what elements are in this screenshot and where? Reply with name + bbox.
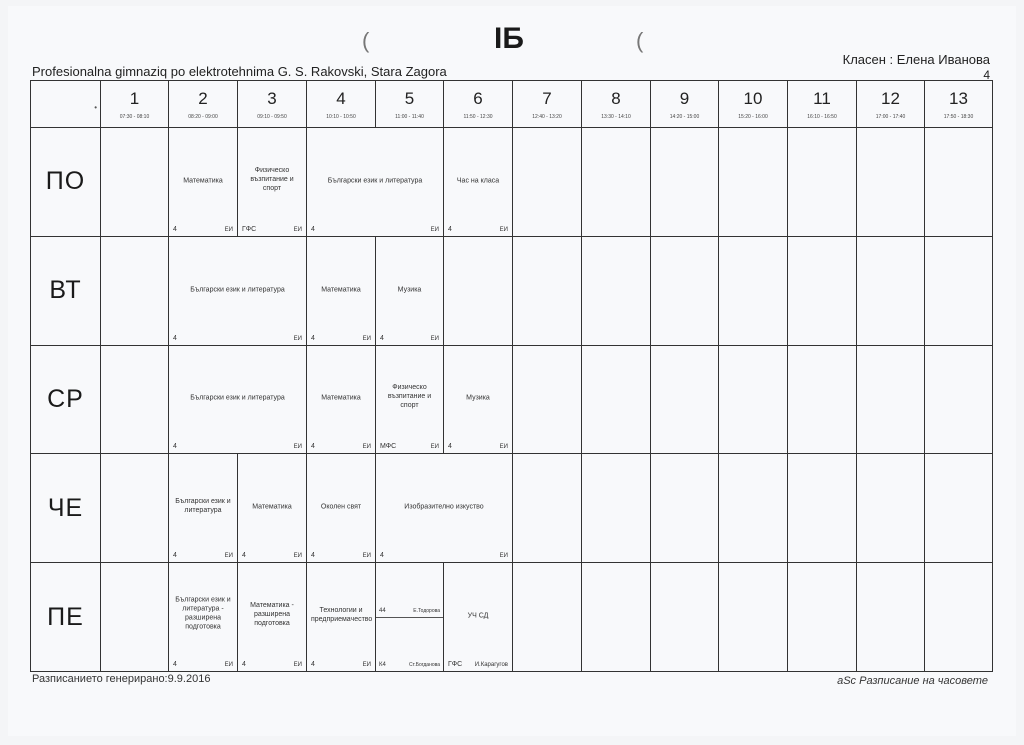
empty-cell [719,345,788,454]
empty-cell [582,128,651,237]
empty-cell [101,454,169,563]
empty-cell [857,236,925,345]
empty-cell [651,128,719,237]
empty-cell [582,563,651,672]
corner-cell [31,81,101,128]
day-row-wed [31,345,993,454]
day-row-mon [31,128,993,237]
empty-cell [101,128,169,237]
day-row-thu [31,454,993,563]
empty-cell [582,345,651,454]
empty-cell [651,563,719,672]
lesson-cell: Технологии и предприемачество 4 ЕИ [307,563,376,672]
period-header: 11 16:10 - 16:50 [788,81,857,128]
empty-cell [513,128,582,237]
period-header: 7 12:40 - 13:20 [513,81,582,128]
lesson-cell: Изобразително изкуство 4 ЕИ [376,454,513,563]
empty-cell [719,236,788,345]
binder-hole-icon: ( [362,28,370,53]
lesson-cell: Физическо възпитание и спорт МФС ЕИ [376,345,444,454]
software-brand: aSc Разписание на часовете [837,675,988,687]
day-label: ВТ [31,236,101,345]
lesson-cell: Околен свят 4 ЕИ [307,454,376,563]
timetable-grid [30,80,993,672]
period-header-row [31,81,993,128]
day-row-fri [31,563,993,672]
empty-cell [513,345,582,454]
period-header: 5 11:00 - 11:40 [376,81,444,128]
empty-cell [788,563,857,672]
lesson-cell: Физическо възпитание и спорт ГФС ЕИ [238,128,307,237]
empty-cell [101,345,169,454]
empty-cell [857,345,925,454]
empty-cell [719,563,788,672]
day-label: ПО [31,128,101,237]
period-header: 13 17:50 - 18:30 [925,81,993,128]
page-number: 4 [983,68,990,82]
group-lesson-bottom: К4 Ст.Богданова [379,662,440,668]
period-header: 4 10:10 - 10:50 [307,81,376,128]
empty-cell [444,236,513,345]
group-lesson-top: 44 Е.Тодорова [376,563,443,618]
empty-cell [857,454,925,563]
lesson-cell: Български език и литература - разширена подготовка 4 ЕИ [169,563,238,672]
period-header: 9 14:20 - 15:00 [651,81,719,128]
empty-cell [788,345,857,454]
split-lesson-cell [376,563,444,672]
empty-cell [582,236,651,345]
empty-cell [513,236,582,345]
day-label: ПЕ [31,563,101,672]
lesson-cell: Математика - разширена подготовка 4 ЕИ [238,563,307,672]
empty-cell [651,454,719,563]
empty-cell [925,128,993,237]
period-header: 8 13:30 - 14:10 [582,81,651,128]
empty-cell [513,563,582,672]
lesson-cell: Математика 4 ЕИ [307,236,376,345]
lesson-cell: Музика 4 ЕИ [376,236,444,345]
empty-cell [101,236,169,345]
lesson-cell: Математика 4 ЕИ [169,128,238,237]
empty-cell [788,454,857,563]
empty-cell [925,454,993,563]
lesson-cell: Музика 4 ЕИ [444,345,513,454]
period-header: 2 08:20 - 09:00 [169,81,238,128]
class-teacher: Класен : Елена Иванова [842,52,990,67]
lesson-cell: Час на класа 4 ЕИ [444,128,513,237]
day-label: СР [31,345,101,454]
period-header: 10 15:20 - 16:00 [719,81,788,128]
empty-cell [513,454,582,563]
empty-cell [925,345,993,454]
empty-cell [857,563,925,672]
class-title: IБ [494,22,524,55]
lesson-cell: Български език и литература 4 ЕИ [169,236,307,345]
empty-cell [719,454,788,563]
period-header: 6 11:50 - 12:30 [444,81,513,128]
empty-cell [788,128,857,237]
empty-cell [788,236,857,345]
day-row-tue [31,236,993,345]
school-name: Profesionalna gimnaziq po elektrotehnima G. S. Rakovski, Stara Zagora [32,64,447,79]
period-header: 3 09:10 - 09:50 [238,81,307,128]
period-header: 12 17:00 - 17:40 [857,81,925,128]
empty-cell [582,454,651,563]
lesson-cell: УЧ СД ГФС И.Карагугов [444,563,513,672]
generated-date: Разписанието генерирано:9.9.2016 [32,673,211,685]
lesson-cell: Български език и литература 4 ЕИ [307,128,444,237]
binder-hole-icon: ( [636,28,644,53]
lesson-cell: Математика 4 ЕИ [238,454,307,563]
lesson-cell: Български език и литература 4 ЕИ [169,345,307,454]
lesson-cell: Математика 4 ЕИ [307,345,376,454]
day-label: ЧЕ [31,454,101,563]
empty-cell [651,236,719,345]
lesson-cell: Български език и литература 4 ЕИ [169,454,238,563]
empty-cell [925,563,993,672]
empty-cell [651,345,719,454]
empty-cell [857,128,925,237]
dot-icon: • [94,103,97,112]
empty-cell [719,128,788,237]
empty-cell [925,236,993,345]
empty-cell [101,563,169,672]
period-header: 1 07:30 - 08:10 [101,81,169,128]
